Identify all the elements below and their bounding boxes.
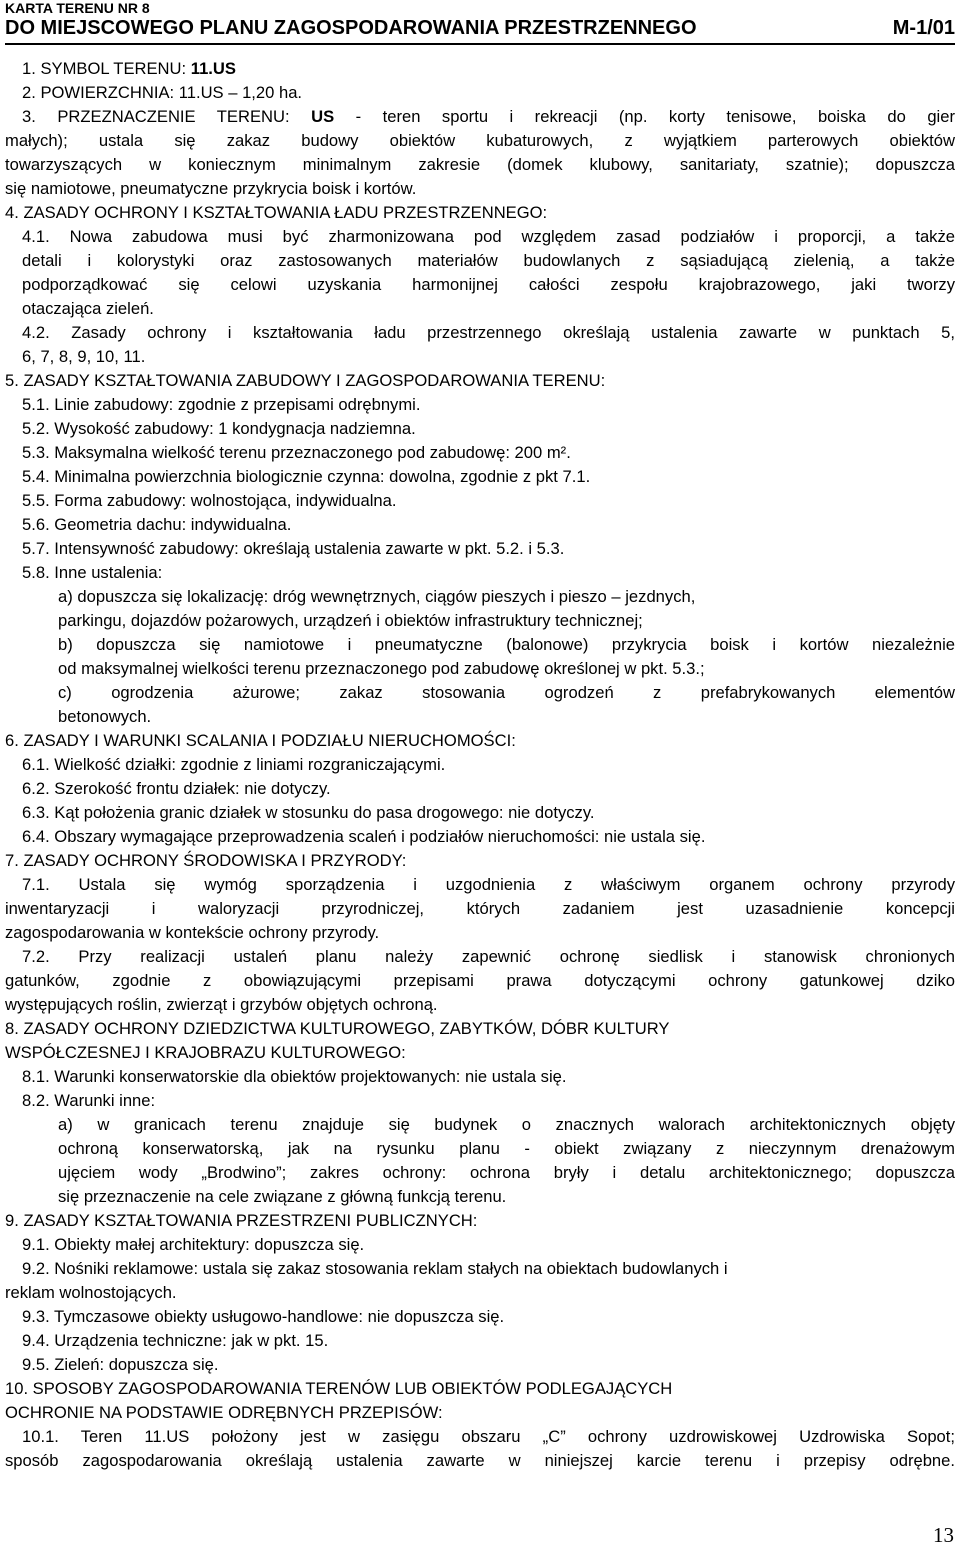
- line-text: 9.3. Tymczasowe obiekty usługowo-handlowe: nie dopuszcza się.: [22, 1307, 505, 1326]
- text-line: [5, 393, 955, 417]
- line-text: 8.1. Warunki konserwatorskie dla obiektów projektowanych: nie ustala się.: [22, 1067, 567, 1086]
- line-text: 5.7. Intensywność zabudowy: określają ustalenia zawarte w pkt. 5.2. i 5.3.: [22, 539, 565, 558]
- text-line: [5, 537, 955, 561]
- text-line: [5, 441, 955, 465]
- header-rule: [5, 43, 955, 45]
- line-text: betonowych.: [58, 707, 152, 726]
- text-line: [5, 801, 955, 825]
- line-text: b) dopuszcza się namiotowe i pneumatyczne (balonowe) przykrycia boisk i kortów niezależnie: [58, 635, 955, 654]
- line-text: 10. SPOSOBY ZAGOSPODAROWANIA TERENÓW LUB OBIEKTÓW PODLEGAJĄCYCH: [5, 1379, 673, 1398]
- text-line: [5, 849, 955, 873]
- line-text: OCHRONIE NA PODSTAWIE ODRĘBNYCH PRZEPISÓW:: [5, 1403, 443, 1422]
- line-text: detali i kolorystyki oraz zastosowanych materiałów budowlanych z sąsiadującą zielenią, a także: [22, 251, 955, 270]
- text-line: [5, 753, 955, 777]
- line-text: 7.2. Przy realizacji ustaleń planu należy zapewnić ochronę siedlisk i stanowisk chronionych: [22, 947, 955, 966]
- text-line: [5, 1089, 955, 1113]
- text-line: [5, 1161, 955, 1185]
- line-text: 9. ZASADY KSZTAŁTOWANIA PRZESTRZENI PUBLICZNYCH:: [5, 1211, 478, 1230]
- line-text: gatunków, zgodnie z obowiązującymi przepisami prawa dotyczącymi ochrony gatunkowej dziko: [5, 971, 955, 990]
- text-line: [5, 1233, 955, 1257]
- line-text: 3. PRZEZNACZENIE TERENU:: [22, 107, 312, 126]
- text-line: [5, 297, 955, 321]
- line-text: 9.2. Nośniki reklamowe: ustala się zakaz stosowania reklam stałych na obiektach budowlanych i: [22, 1259, 728, 1278]
- line-text: c) ogrodzenia ażurowe; zakaz stosowania ogrodzeń z prefabrykowanych elementów: [58, 683, 955, 702]
- text-line: [5, 57, 955, 81]
- line-text: otaczająca zieleń.: [22, 299, 154, 318]
- text-line: [5, 225, 955, 249]
- text-line: [5, 993, 955, 1017]
- text-line: [5, 1353, 955, 1377]
- text-line: [5, 657, 955, 681]
- line-text: 10.1. Teren 11.US położony jest w zasięgu obszaru „C” ochrony uzdrowiskowej Uzdrowiska Sopot;: [22, 1427, 955, 1446]
- text-line: [5, 417, 955, 441]
- line-text: inwentaryzacji i waloryzacji przyrodniczej, których zadaniem jest uzasadnienie koncepcji: [5, 899, 955, 918]
- text-line: [5, 561, 955, 585]
- line-text: 6.4. Obszary wymagające przeprowadzenia scaleń i podziałów nieruchomości: nie ustala się.: [22, 827, 706, 846]
- text-line: [5, 825, 955, 849]
- text-line: [5, 1209, 955, 1233]
- text-line: [5, 153, 955, 177]
- text-line: [5, 345, 955, 369]
- line-text: występujących roślin, zwierząt i grzybów objętych ochroną.: [5, 995, 438, 1014]
- line-bold-text: US: [311, 107, 335, 126]
- text-line: [5, 945, 955, 969]
- line-text: się przeznaczenie na cele związane z główną funkcją terenu.: [58, 1187, 507, 1206]
- line-text: 4.1. Nowa zabudowa musi być zharmonizowana pod względem zasad podziałów i proporcji, a także: [22, 227, 955, 246]
- text-line: [5, 1257, 955, 1281]
- text-line: [5, 609, 955, 633]
- line-text: 5.3. Maksymalna wielkość terenu przeznaczonego pod zabudowę: 200 m².: [22, 443, 571, 462]
- line-text: 1. SYMBOL TERENU:: [22, 59, 191, 78]
- text-line: [5, 1113, 955, 1137]
- line-text-continued: - teren sportu i rekreacji (np. korty tenisowe, boiska do gier: [334, 107, 955, 126]
- line-text: WSPÓŁCZESNEJ I KRAJOBRAZU KULTUROWEGO:: [5, 1043, 406, 1062]
- card-number: KARTA TERENU NR 8: [5, 0, 150, 16]
- text-line: [5, 633, 955, 657]
- line-text: 7.1. Ustala się wymóg sporządzenia i uzgodnienia z właściwym organem ochrony przyrody: [22, 875, 955, 894]
- text-line: [5, 1377, 955, 1401]
- text-line: [5, 513, 955, 537]
- text-line: [5, 1065, 955, 1089]
- text-line: [5, 705, 955, 729]
- line-text: 8.2. Warunki inne:: [22, 1091, 156, 1110]
- text-line: [5, 1401, 955, 1425]
- text-line: [5, 1305, 955, 1329]
- line-bold-text: 11.US: [190, 59, 236, 78]
- text-line: [5, 489, 955, 513]
- plan-title: DO MIEJSCOWEGO PLANU ZAGOSPODAROWANIA PRZESTRZENNEGO: [5, 17, 697, 39]
- text-line: [5, 369, 955, 393]
- text-line: [5, 1041, 955, 1065]
- line-text: parkingu, dojazdów pożarowych, urządzeń i obiektów infrastruktury technicznej;: [58, 611, 643, 630]
- text-line: [5, 1017, 955, 1041]
- line-text: 5.1. Linie zabudowy: zgodnie z przepisami odrębnymi.: [22, 395, 421, 414]
- text-line: [5, 1449, 955, 1473]
- header-title-row: [5, 17, 955, 39]
- text-line: [5, 777, 955, 801]
- text-line: [5, 969, 955, 993]
- line-text: 9.5. Zieleń: dopuszcza się.: [22, 1355, 219, 1374]
- document-header: [5, 0, 955, 45]
- line-text: 6.3. Kąt położenia granic działek w stosunku do pasa drogowego: nie dotyczy.: [22, 803, 595, 822]
- line-text: reklam wolnostojących.: [5, 1283, 177, 1302]
- line-text: 6.2. Szerokość frontu działek: nie dotyczy.: [22, 779, 331, 798]
- line-text: 4. ZASADY OCHRONY I KSZTAŁTOWANIA ŁADU PRZESTRZENNEGO:: [5, 203, 548, 222]
- text-line: [5, 1185, 955, 1209]
- line-text: sposób zagospodarowania określają ustalenia zawarte w niniejszej karcie terenu i przepisy odrębne.: [5, 1451, 955, 1470]
- text-line: [5, 465, 955, 489]
- text-line: [5, 873, 955, 897]
- line-text: się namiotowe, pneumatyczne przykrycia boisk i kortów.: [5, 179, 417, 198]
- text-line: [5, 201, 955, 225]
- text-line: [5, 273, 955, 297]
- line-text: ujęciem wody „Brodwino”; zakres ochrony: ochrona bryły i detalu architektonicznego; dopuszcza: [58, 1163, 955, 1182]
- text-line: [5, 681, 955, 705]
- line-text: 2. POWIERZCHNIA: 11.US – 1,20 ha.: [22, 83, 303, 102]
- line-text: 5.2. Wysokość zabudowy: 1 kondygnacja nadziemna.: [22, 419, 416, 438]
- line-text: ochroną konserwatorską, jak na rysunku planu - obiekt związany z nieczynnym drenażowym: [58, 1139, 955, 1158]
- line-text: 5.4. Minimalna powierzchnia biologicznie czynna: dowolna, zgodnie z pkt 7.1.: [22, 467, 591, 486]
- text-line: [5, 129, 955, 153]
- line-text: podporządkować się celowi uzyskania harmonijnej całości zespołu krajobrazowego, jaki tworzy: [22, 275, 955, 294]
- text-line: [5, 105, 955, 129]
- line-text: 6. ZASADY I WARUNKI SCALANIA I PODZIAŁU NIERUCHOMOŚCI:: [5, 731, 516, 750]
- text-line: [5, 1425, 955, 1449]
- text-line: [5, 585, 955, 609]
- document-body: [5, 57, 955, 1473]
- line-text: 7. ZASADY OCHRONY ŚRODOWISKA I PRZYRODY:: [5, 851, 407, 870]
- line-text: 9.1. Obiekty małej architektury: dopuszcza się.: [22, 1235, 365, 1254]
- line-text: 5.6. Geometria dachu: indywidualna.: [22, 515, 292, 534]
- line-text: małych); ustala się zakaz budowy obiektów kubaturowych, z wyjątkiem parterowych obiektów: [5, 131, 955, 150]
- line-text: 8. ZASADY OCHRONY DZIEDZICTWA KULTUROWEGO, ZABYTKÓW, DÓBR KULTURY: [5, 1019, 670, 1038]
- text-line: [5, 729, 955, 753]
- text-line: [5, 1281, 955, 1305]
- text-line: [5, 249, 955, 273]
- text-line: [5, 1329, 955, 1353]
- page-number: 13: [933, 1523, 954, 1547]
- line-text: 5.8. Inne ustalenia:: [22, 563, 163, 582]
- line-text: 6.1. Wielkość działki: zgodnie z liniami rozgraniczającymi.: [22, 755, 446, 774]
- text-line: [5, 81, 955, 105]
- line-text: towarzyszących w koniecznym minimalnym zakresie (domek klubowy, sanitariaty, szatnie); dopuszcza: [5, 155, 955, 174]
- line-text: a) dopuszcza się lokalizację: dróg wewnętrznych, ciągów pieszych i pieszo – jezdnych,: [58, 587, 696, 606]
- line-text: 5. ZASADY KSZTAŁTOWANIA ZABUDOWY I ZAGOSPODAROWANIA TERENU:: [5, 371, 606, 390]
- line-text: 6, 7, 8, 9, 10, 11.: [22, 347, 146, 366]
- text-line: [5, 321, 955, 345]
- text-line: [5, 177, 955, 201]
- line-text: od maksymalnej wielkości terenu przeznaczonego pod zabudowę określonej w pkt. 5.3.;: [58, 659, 705, 678]
- line-text: 5.5. Forma zabudowy: wolnostojąca, indywidualna.: [22, 491, 397, 510]
- plan-code: M-1/01: [892, 17, 955, 39]
- text-line: [5, 897, 955, 921]
- line-text: 9.4. Urządzenia techniczne: jak w pkt. 15.: [22, 1331, 329, 1350]
- line-text: 4.2. Zasady ochrony i kształtowania ładu przestrzennego określają ustalenia zawarte w punktach 5,: [22, 323, 955, 342]
- text-line: [5, 921, 955, 945]
- text-line: [5, 1137, 955, 1161]
- line-text: zagospodarowania w kontekście ochrony przyrody.: [5, 923, 380, 942]
- line-text: a) w granicach terenu znajduje się budynek o znacznych walorach architektonicznych objęty: [58, 1115, 955, 1134]
